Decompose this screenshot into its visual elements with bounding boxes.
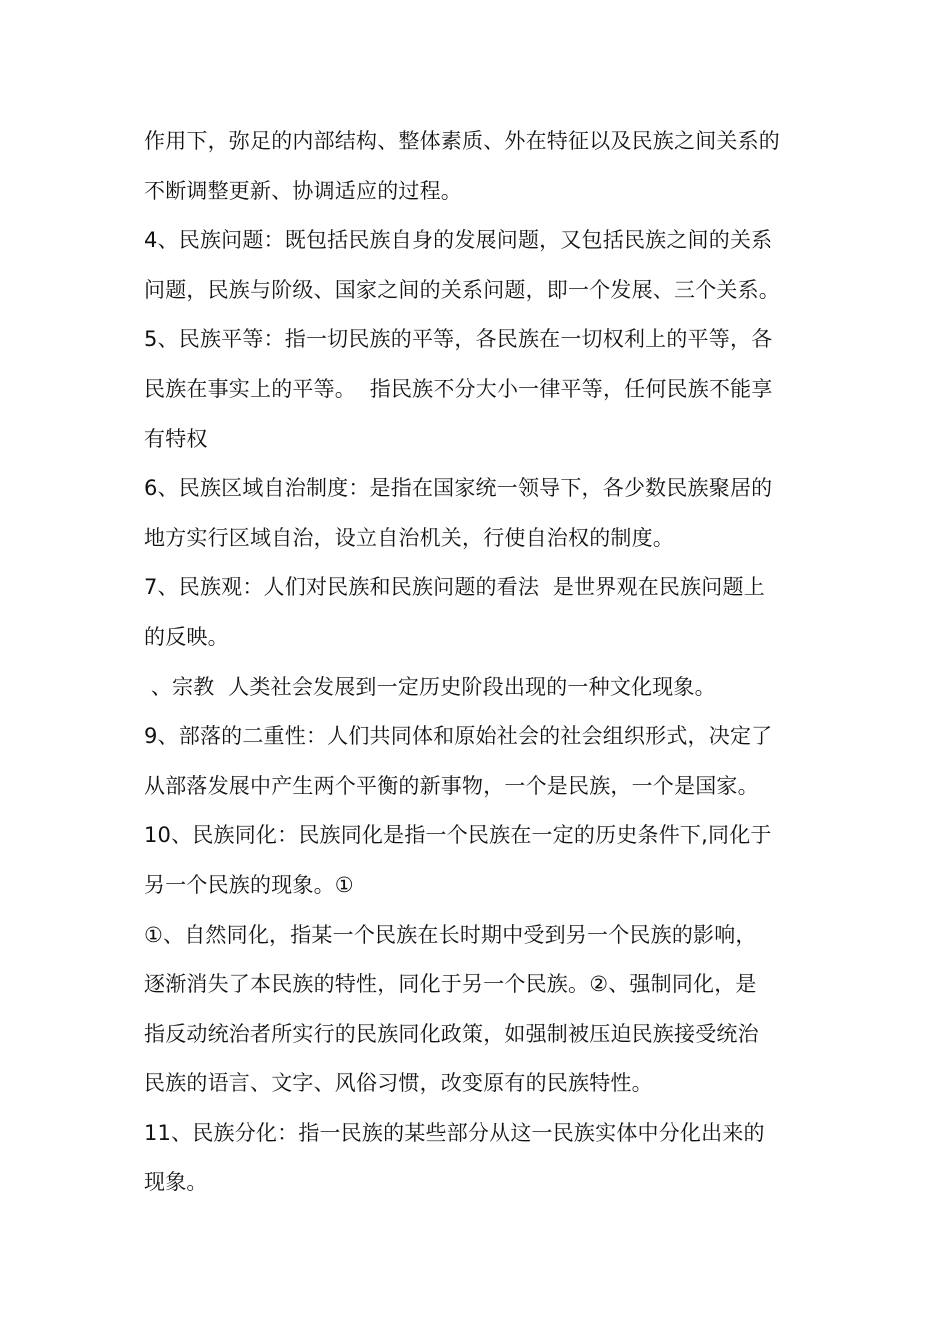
text-line-17: ①、自然同化，指某一个民族在长时期中受到另一个民族的影响， [144, 922, 757, 947]
text-line-15: 10、民族同化：民族同化是指一个民族在一定的历史条件下,同化于 [144, 823, 772, 848]
text-line-13: 9、部落的二重性：人们共同体和原始社会的社会组织形式，决定了 [144, 724, 773, 749]
text-line-18: 逐渐消失了本民族的特性，同化于另一个民族。②、强制同化，是 [144, 972, 757, 997]
text-line-8: 6、民族区域自治制度：是指在国家统一领导下，各少数民族聚居的 [144, 476, 773, 501]
text-line-12: 、宗教 人类社会发展到一定历史阶段出现的一种文化现象。 [144, 674, 716, 699]
text-line-20: 民族的语言、文字、风俗习惯，改变原有的民族特性。 [144, 1071, 653, 1096]
text-line-1: 作用下，弥足的内部结构、整体素质、外在特征以及民族之间关系的 [144, 129, 780, 153]
document-body-text [144, 117, 824, 1208]
text-line-7: 有特权 [144, 426, 208, 451]
text-line-19: 指反动统治者所实行的民族同化政策，如强制被压迫民族接受统治 [144, 1021, 759, 1046]
text-line-4: 问题，民族与阶级、国家之间的关系问题，即一个发展、三个关系。 [144, 277, 780, 302]
text-line-22: 现象。 [144, 1170, 208, 1195]
text-line-3: 4、民族问题：既包括民族自身的发展问题，又包括民族之间的关系 [144, 228, 773, 253]
text-line-9: 地方实行区域自治，设立自治机关，行使自治权的制度。 [144, 525, 674, 550]
text-line-14: 从部落发展中产生两个平衡的新事物，一个是民族，一个是国家。 [144, 773, 759, 798]
text-line-16: 另一个民族的现象。① [144, 872, 354, 897]
text-line-2: 不断调整更新、协调适应的过程。 [144, 178, 462, 203]
text-line-5: 5、民族平等：指一切民族的平等，各民族在一切权利上的平等，各 [144, 327, 773, 352]
text-line-11: 的反映。 [144, 624, 229, 649]
text-line-6: 民族在事实上的平等。 指民族不分大小一律平等，任何民族不能享 [144, 376, 773, 401]
text-line-10: 7、民族观：人们对民族和民族问题的看法 是世界观在民族问题上 [144, 575, 765, 600]
text-line-21: 11、民族分化：指一民族的某些部分从这一民族实体中分化出来的 [144, 1120, 765, 1145]
